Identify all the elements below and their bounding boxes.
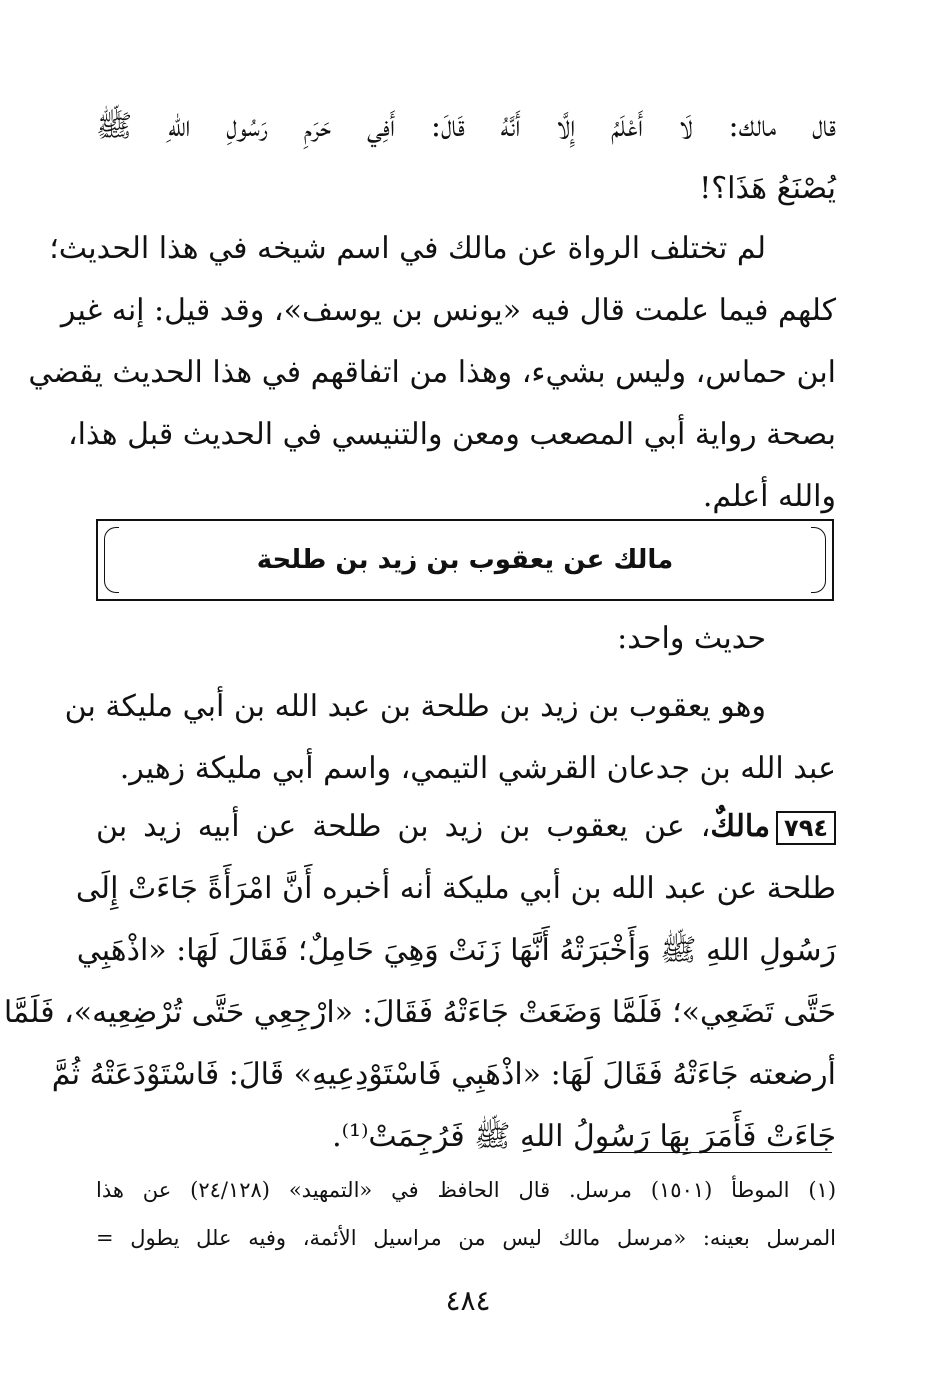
text-line: يُصْنَعُ هَذَا؟! <box>699 171 836 206</box>
text-line: ، عن يعقوب بن زيد بن طلحة عن أبيه زيد بن <box>96 809 711 844</box>
footnote-line: المرسل بعينه: «مرسل مالك ليس من مراسيل الأئمة، وفيه علل يطول = <box>96 1226 836 1250</box>
section-title-frame <box>96 519 834 601</box>
paragraph-1 <box>28 218 836 528</box>
text-line: حَتَّى تَضَعِي»؛ فَلَمَّا وَضَعَتْ جَاءَتْهُ فَقَالَ: «ارْجِعِي حَتَّى تُرْضِعِيه»، فَلَمَّا <box>3 995 836 1030</box>
footnote-line: (١) الموطأ (١٥٠١) مرسل. قال الحافظ في «التمهيد» (٢٤/١٢٨) عن هذا <box>96 1178 837 1202</box>
text-line: قال مالك: لَا أَعْلَمُ إِلَّا أَنَّهُ قَالَ: أَفِي حَرَمِ رَسُولِ اللهِ ﷺ <box>96 109 836 144</box>
top-text <box>96 96 836 220</box>
hadith-number: ٧٩٤ <box>776 811 836 845</box>
text-line: كلهم فيما علمت قال فيه «يونس بن يوسف»، وقد قيل: إنه غير <box>60 293 836 328</box>
text-line: جَاءَتْ فَأَمَرَ بِهَا رَسُولُ اللهِ ﷺ فَرُجِمَتْ⁽¹⁾. <box>332 1119 836 1154</box>
intro-text: حديث واحد: <box>617 621 766 656</box>
text-line: بصحة رواية أبي المصعب ومعن والتنيسي في الحديث قبل هذا، <box>67 417 836 452</box>
footnote-divider <box>594 1152 832 1153</box>
text-line: أرضعته جَاءَتْهُ فَقَالَ لَهَا: «اذْهَبِي فَاسْتَوْدِعِيهِ» قَالَ: فَاسْتَوْدَعَتْهُ ثُمَّ <box>51 1057 836 1092</box>
text-line: عبد الله بن جدعان القرشي التيمي، واسم أبي مليكة زهير. <box>119 751 836 786</box>
paragraph-2 <box>64 676 836 800</box>
footnotes <box>96 1166 836 1262</box>
text-line: وهو يعقوب بن زيد بن طلحة بن عبد الله بن أبي مليكة بن <box>64 689 766 724</box>
hadith-text <box>3 796 836 1168</box>
text-line: والله أعلم. <box>702 479 836 514</box>
text-line: رَسُولِ اللهِ ﷺ وَأَخْبَرَتْهُ أَنَّهَا زَنَتْ وَهِيَ حَامِلٌ؛ فَقَالَ لَهَا: «اذْهَبِي <box>76 933 836 968</box>
hadith-first-line <box>96 796 836 858</box>
text-line: ابن حماس، وليس بشيء، وهذا من اتفاقهم في هذا الحديث يقضي <box>28 355 836 390</box>
intro <box>96 608 836 670</box>
hadith-narrator: مالكٌ <box>710 809 771 844</box>
section-title: مالك عن يعقوب بن زيد بن طلحة <box>256 545 674 575</box>
text-line: لم تختلف الرواة عن مالك في اسم شيخه في هذا الحديث؛ <box>49 231 766 266</box>
text-line: طلحة عن عبد الله بن أبي مليكة أنه أخبره أَنَّ امْرَأَةً جَاءَتْ إِلَى <box>75 871 836 906</box>
page-number: ٤٨٤ <box>445 1284 491 1317</box>
